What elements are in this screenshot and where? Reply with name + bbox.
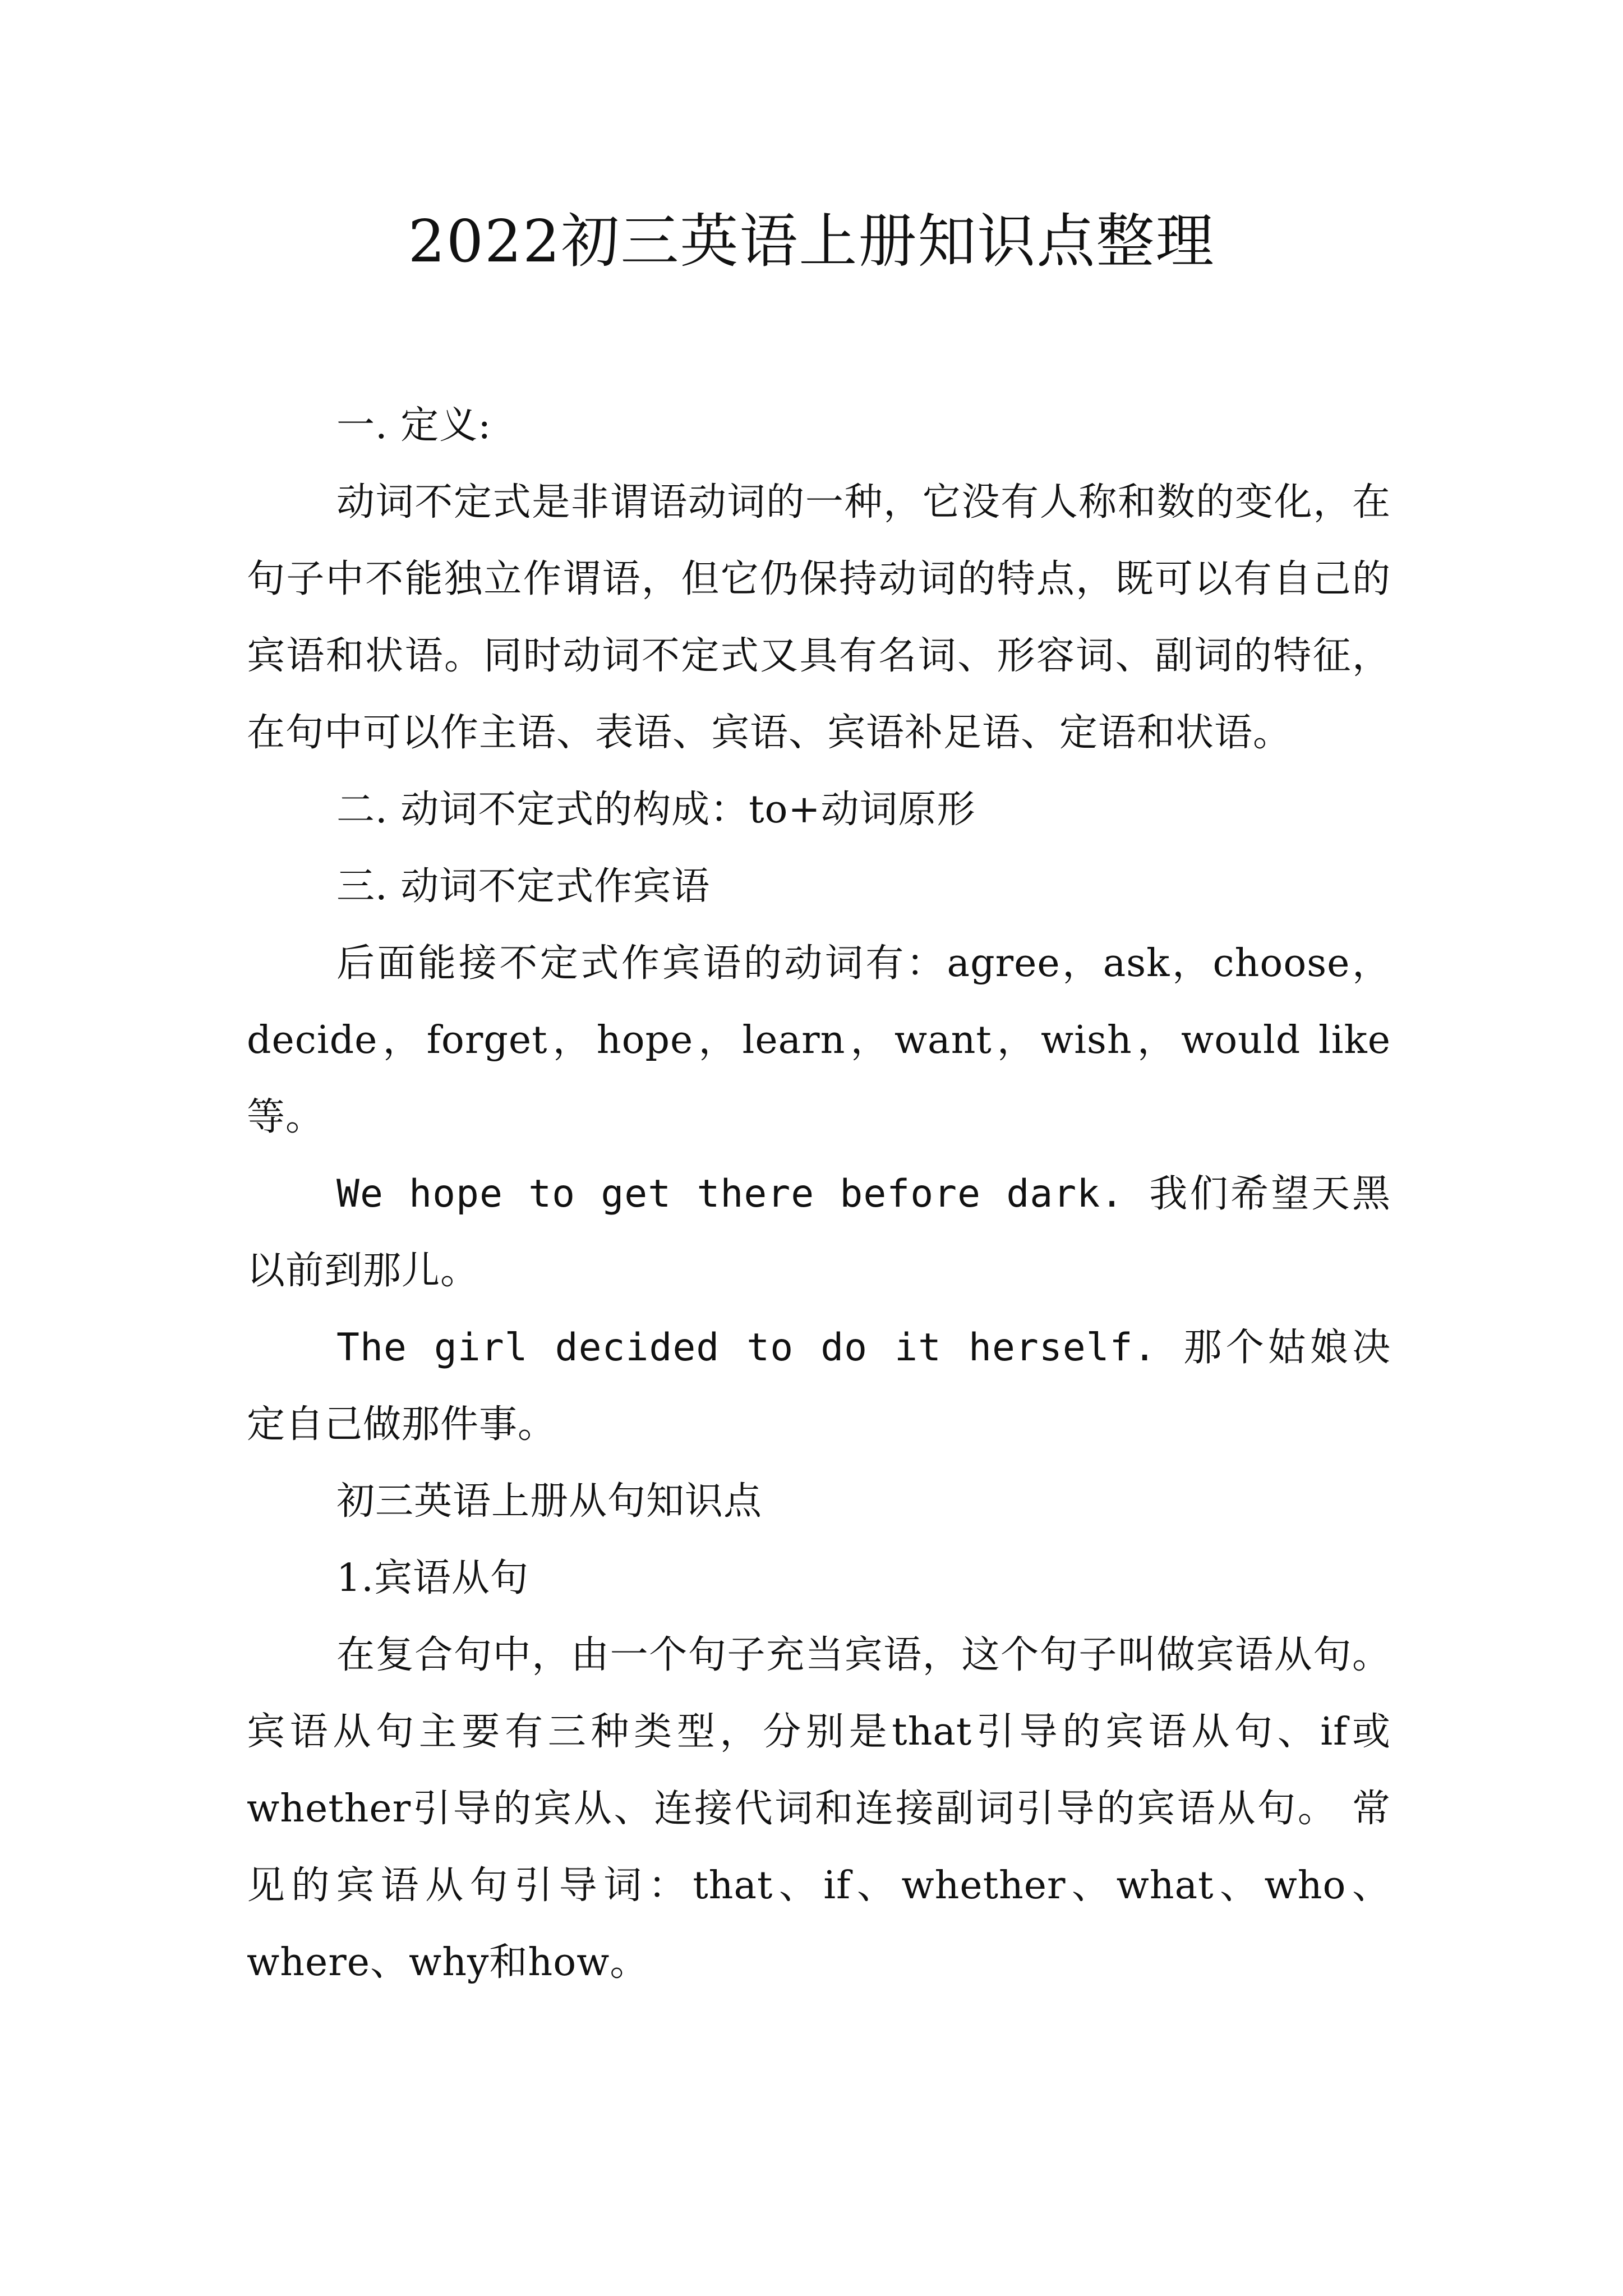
example-sentence: We hope to get there before dark. 我们希望天黑以前到那儿。 [247, 1172, 1391, 1293]
paragraph-definition: 动词不定式是非谓语动词的一种，它没有人称和数的变化，在句子中不能独立作谓语，但它仍保持动词的特点，既可以有自己的宾语和状语。同时动词不定式又具有名词、形容词、副词的特征，在句中可以作主语、表语、宾语、宾语补足语、定语和状语。 [247, 480, 1391, 755]
example-sentence: The girl decided to do it herself. 那个姑娘决定自己做那件事。 [247, 1326, 1391, 1447]
subheading-object-clause: 1.宾语从句 [336, 1556, 529, 1600]
paragraph-object-clause: 在复合句中，由一个句子充当宾语，这个句子叫做宾语从句。宾语从句主要有三种类型，分别是that引导的宾语从句、if或whether引导的宾从、连接代词和连接副词引导的宾语从句。 常见的宾语从句引导词：that、if、whether、what、who、where、why和how。 [247, 1633, 1391, 1985]
section-heading-infinitive-object: 三. 动词不定式作宾语 [336, 864, 711, 909]
section-heading-clauses: 初三英语上册从句知识点 [336, 1479, 763, 1524]
paragraph-verb-list: 后面能接不定式作宾语的动词有：agree，ask，choose，decide，forget，hope，learn，want，wish，would like等。 [247, 941, 1391, 1139]
section-heading-definition: 一. 定义: [336, 403, 492, 448]
document-title: 2022初三英语上册知识点整理 [408, 207, 1215, 275]
section-heading-composition: 二. 动词不定式的构成：to+动词原形 [336, 788, 976, 832]
document-body [247, 387, 1391, 2001]
